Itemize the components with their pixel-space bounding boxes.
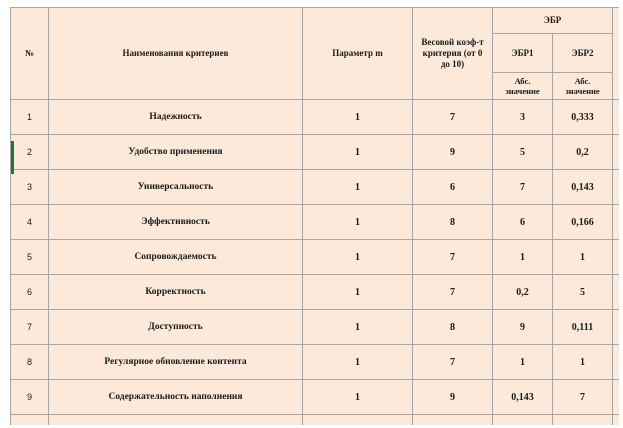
- cell-parameter-empty[interactable]: [303, 415, 413, 426]
- cell-ebr2-empty[interactable]: [553, 415, 613, 426]
- cell-ebr1[interactable]: 3: [493, 100, 553, 135]
- cell-ebr1[interactable]: 5: [493, 135, 553, 170]
- cell-parameter[interactable]: 1: [303, 310, 413, 345]
- cell-parameter[interactable]: 1: [303, 170, 413, 205]
- table-row: [11, 380, 620, 415]
- header-criteria-name-text: Наименования критериев: [122, 48, 229, 58]
- header-abs-value-1[interactable]: [493, 73, 553, 100]
- header-abs-value-2[interactable]: [553, 73, 613, 100]
- criteria-table: [10, 7, 619, 425]
- table-row: [11, 275, 620, 310]
- cell-ebr1-empty[interactable]: [493, 415, 553, 426]
- table-row: [11, 205, 620, 240]
- cell-criteria-name[interactable]: Надежность: [49, 100, 303, 135]
- cell-ebr1[interactable]: 0,2: [493, 275, 553, 310]
- cell-criteria-name-empty[interactable]: [49, 415, 303, 426]
- cell-parameter[interactable]: 1: [303, 100, 413, 135]
- cell-ebr2[interactable]: 0,111: [553, 310, 613, 345]
- cell-ebr2[interactable]: 7: [553, 380, 613, 415]
- header-parameter-text: Параметр m: [332, 48, 383, 58]
- cell-number[interactable]: 7: [11, 310, 49, 345]
- cell-ebr1[interactable]: 1: [493, 240, 553, 275]
- cell-criteria-name[interactable]: Эффективность: [49, 205, 303, 240]
- header-ebr2[interactable]: ЭБР2: [553, 34, 613, 73]
- spreadsheet-area: [10, 7, 619, 425]
- header-ebr-group[interactable]: ЭБР: [493, 8, 613, 34]
- cell-parameter[interactable]: 1: [303, 275, 413, 310]
- cell-weight[interactable]: 9: [413, 380, 493, 415]
- cell-edge[interactable]: [613, 275, 620, 310]
- cell-edge[interactable]: [613, 205, 620, 240]
- header-weight[interactable]: [413, 8, 493, 100]
- header-edge-cell[interactable]: [613, 8, 620, 100]
- cell-number-empty[interactable]: [11, 415, 49, 426]
- cell-criteria-name[interactable]: Универсальность: [49, 170, 303, 205]
- cell-edge[interactable]: [613, 380, 620, 415]
- table-row: [11, 170, 620, 205]
- table-row: [11, 100, 620, 135]
- cell-edge[interactable]: [613, 170, 620, 205]
- table-row: [11, 310, 620, 345]
- cell-ebr2[interactable]: 0,2: [553, 135, 613, 170]
- cell-number[interactable]: 3: [11, 170, 49, 205]
- cell-criteria-name[interactable]: Удобство применения: [49, 135, 303, 170]
- header-abs-value-2-text: Абс. значение: [565, 76, 600, 96]
- header-weight-text: Весовой коэф-т критерия (от 0 до 10): [421, 37, 484, 69]
- cell-weight[interactable]: 8: [413, 205, 493, 240]
- cell-criteria-name[interactable]: Содержательность наполнения: [49, 380, 303, 415]
- cell-parameter[interactable]: 1: [303, 240, 413, 275]
- cell-number[interactable]: 6: [11, 275, 49, 310]
- cell-parameter[interactable]: 1: [303, 135, 413, 170]
- cell-edge[interactable]: [613, 345, 620, 380]
- header-abs-value-1-text: Абс. значение: [505, 76, 540, 96]
- cell-selection-indicator: [11, 141, 14, 174]
- cell-ebr2[interactable]: 1: [553, 345, 613, 380]
- table-row: [11, 135, 620, 170]
- cell-ebr1[interactable]: 9: [493, 310, 553, 345]
- header-number[interactable]: №: [11, 8, 49, 100]
- cell-criteria-name[interactable]: Доступность: [49, 310, 303, 345]
- cell-weight[interactable]: 9: [413, 135, 493, 170]
- cell-criteria-name[interactable]: Сопровождаемость: [49, 240, 303, 275]
- cell-ebr2[interactable]: 1: [553, 240, 613, 275]
- cell-number[interactable]: 1: [11, 100, 49, 135]
- header-ebr1[interactable]: ЭБР1: [493, 34, 553, 73]
- cell-weight[interactable]: 7: [413, 240, 493, 275]
- cell-criteria-name[interactable]: Корректность: [49, 275, 303, 310]
- cell-edge[interactable]: [613, 240, 620, 275]
- cell-weight[interactable]: 7: [413, 345, 493, 380]
- cell-weight[interactable]: 8: [413, 310, 493, 345]
- cell-number[interactable]: 8: [11, 345, 49, 380]
- header-parameter[interactable]: [303, 8, 413, 100]
- cell-ebr2[interactable]: 0,143: [553, 170, 613, 205]
- table-row: [11, 345, 620, 380]
- table-row: [11, 240, 620, 275]
- cell-parameter[interactable]: 1: [303, 380, 413, 415]
- cell-ebr2[interactable]: 5: [553, 275, 613, 310]
- cell-edge[interactable]: [613, 100, 620, 135]
- cell-ebr1[interactable]: 1: [493, 345, 553, 380]
- cell-weight[interactable]: 6: [413, 170, 493, 205]
- cell-ebr1[interactable]: 6: [493, 205, 553, 240]
- cell-number[interactable]: 5: [11, 240, 49, 275]
- cell-parameter[interactable]: 1: [303, 205, 413, 240]
- cell-ebr1[interactable]: 0,143: [493, 380, 553, 415]
- cell-ebr2[interactable]: 0,166: [553, 205, 613, 240]
- cell-edge[interactable]: [613, 415, 620, 426]
- cell-number[interactable]: 2: [11, 135, 49, 170]
- cell-weight[interactable]: 7: [413, 275, 493, 310]
- cell-parameter[interactable]: 1: [303, 345, 413, 380]
- header-criteria-name[interactable]: [49, 8, 303, 100]
- cell-edge[interactable]: [613, 135, 620, 170]
- cell-ebr2[interactable]: 0,333: [553, 100, 613, 135]
- table-body: [11, 100, 620, 426]
- cell-edge[interactable]: [613, 310, 620, 345]
- cell-number[interactable]: 9: [11, 380, 49, 415]
- cell-weight-empty[interactable]: [413, 415, 493, 426]
- table-row-partial: [11, 415, 620, 426]
- cell-number[interactable]: 4: [11, 205, 49, 240]
- cell-ebr1[interactable]: 7: [493, 170, 553, 205]
- cell-weight[interactable]: 7: [413, 100, 493, 135]
- cell-criteria-name[interactable]: Регулярное обновление контента: [49, 345, 303, 380]
